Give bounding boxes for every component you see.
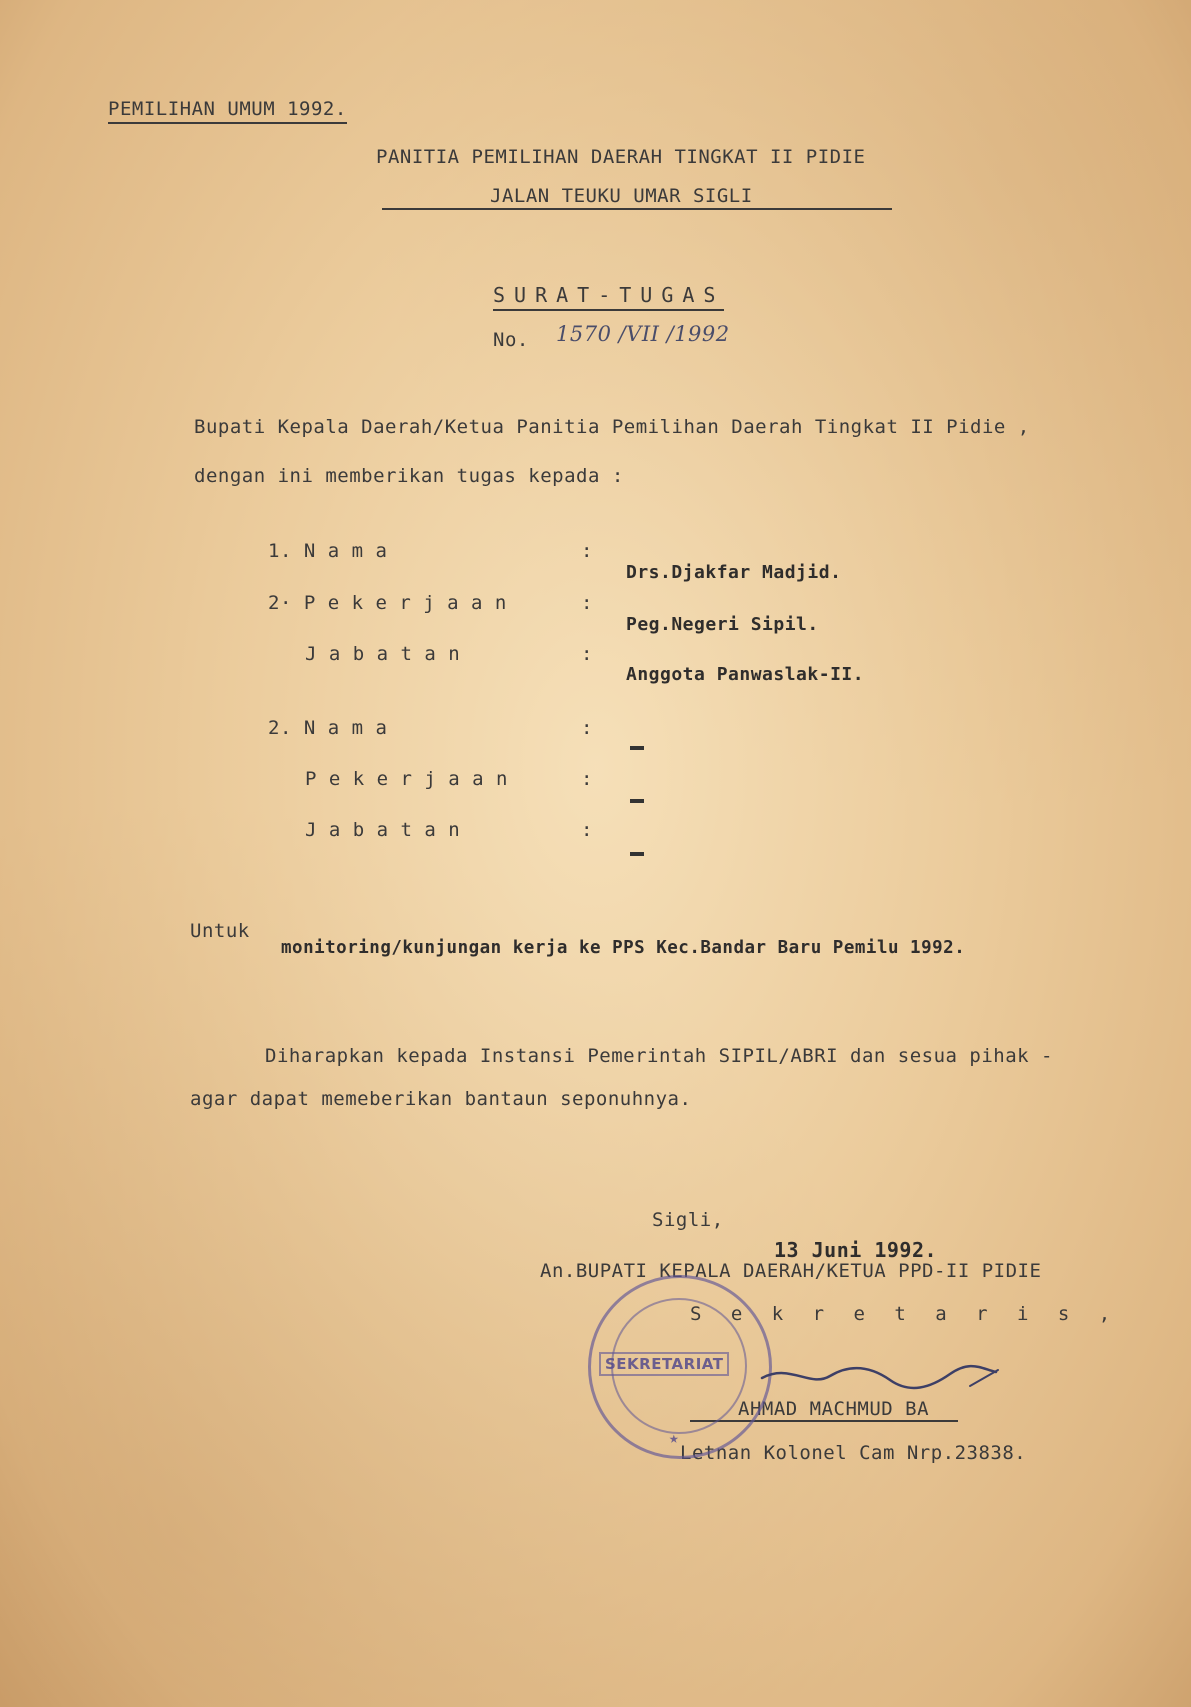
- person2-name-blank: [630, 746, 644, 750]
- official-stamp: [588, 1275, 772, 1459]
- person2-occupation-colon: :: [581, 768, 593, 790]
- person2-position-label: J a b a t a n: [305, 819, 461, 841]
- person2-name-label: 2. N a m a: [268, 717, 388, 739]
- signatory-rank: Letnan Kolonel Cam Nrp.23838.: [680, 1442, 1027, 1464]
- signature: [760, 1358, 1000, 1398]
- person1-occupation-colon: :: [581, 592, 593, 614]
- election-header: PEMILIHAN UMUM 1992.: [108, 98, 347, 124]
- intro-line-2: dengan ini memberikan tugas kepada :: [194, 465, 624, 487]
- stamp-label: SEKRETARIAT: [599, 1352, 729, 1376]
- closing-date: 13 Juni 1992.: [774, 1238, 938, 1262]
- letter-number: 1570 /VII /1992: [556, 322, 730, 346]
- intro-line-1: Bupati Kepala Daerah/Ketua Panitia Pemilihan Daerah Tingkat II Pidie ,: [194, 416, 1030, 438]
- request-line-2: agar dapat memeberikan bantaun seponuhnya.: [190, 1088, 692, 1110]
- stamp-star-icon: ★: [669, 1428, 679, 1447]
- letter-number-prefix: No.: [493, 329, 529, 351]
- committee-name: PANITIA PEMILIHAN DAERAH TINGKAT II PIDIE: [376, 146, 866, 168]
- person2-occupation-blank: [630, 799, 644, 803]
- closing-on-behalf: An.BUPATI KEPALA DAERAH/KETUA PPD-II PIDIE: [540, 1260, 1042, 1282]
- person1-position-colon: :: [581, 643, 593, 665]
- signatory-name: AHMAD MACHMUD BA: [738, 1398, 930, 1420]
- header-rule: [382, 208, 892, 210]
- request-line-1: Diharapkan kepada Instansi Pemerintah SIPIL/ABRI dan sesua pihak -: [265, 1045, 1053, 1067]
- person2-occupation-label: P e k e r j a a n: [305, 768, 508, 790]
- purpose-label: Untuk: [190, 920, 250, 942]
- closing-place: Sigli,: [652, 1209, 724, 1231]
- person1-occupation-label: 2· P e k e r j a a n: [268, 592, 507, 614]
- letter-title: SURAT-TUGAS: [493, 283, 724, 311]
- person1-position-value: Anggota Panwaslak-II.: [626, 664, 865, 685]
- person2-position-blank: [630, 852, 644, 856]
- person1-name-colon: :: [581, 540, 593, 562]
- person1-name-value: Drs.Djakfar Madjid.: [626, 562, 842, 583]
- closing-role: S e k r e t a r i s ,: [690, 1303, 1120, 1325]
- person2-position-colon: :: [581, 819, 593, 841]
- person1-position-label: J a b a t a n: [305, 643, 461, 665]
- person2-name-colon: :: [581, 717, 593, 739]
- person1-name-label: 1. N a m a: [268, 540, 388, 562]
- person1-occupation-value: Peg.Negeri Sipil.: [626, 614, 819, 635]
- committee-address: JALAN TEUKU UMAR SIGLI: [490, 185, 753, 207]
- purpose-value: monitoring/kunjungan kerja ke PPS Kec.Bandar Baru Pemilu 1992.: [281, 938, 966, 958]
